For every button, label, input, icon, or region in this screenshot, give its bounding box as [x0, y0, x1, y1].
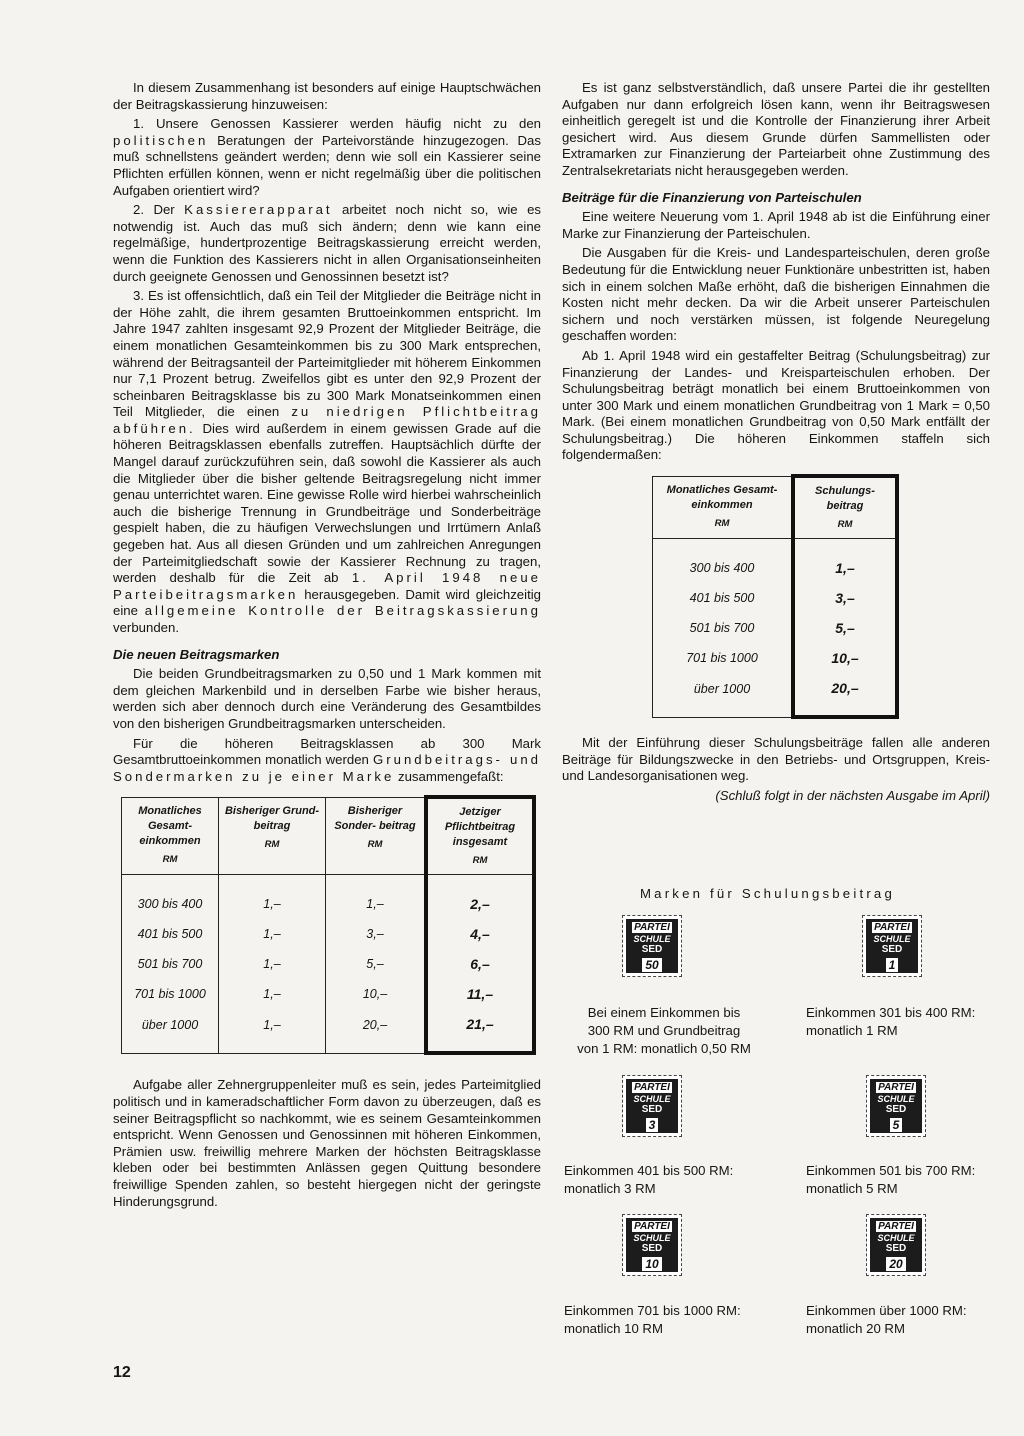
text-span: 2. Der: [133, 202, 175, 218]
caption-line: Einkommen 701 bis 1000 RM:: [564, 1303, 741, 1318]
spaced-text: Grundbeitrags- und Sondermarken zu je einer Marke: [113, 752, 541, 784]
header-unit: RM: [264, 838, 280, 850]
table-row: [122, 1009, 535, 1053]
stamp-value: 3: [646, 1118, 659, 1132]
header-unit: RM: [837, 519, 853, 531]
point-3-paragraph: [113, 288, 541, 636]
header-sonder: [326, 797, 427, 875]
table-header-row: [653, 476, 898, 539]
cell-beitrag: 20,–: [793, 673, 897, 717]
text-span: zusammengefaßt:: [397, 768, 504, 784]
stamp-text: SCHULE: [633, 1233, 671, 1243]
header-grund: [219, 797, 326, 875]
zehnergruppen-paragraph: Aufgabe aller Zehnergruppenleiter muß es sein, jedes Parteimitglied politisch und in kameradschaftlicher Form davon zu überzeugen, daß es seiner Beitragspflicht so nachkommt, wie es seinem Gesamteinkommen entspricht. Wenn Genossen und Genossinnen mit höheren Einkommen, Prämien usw. freiwillig mehrere Marken der höchsten Beitragsklasse kleben oder bei bestimmten Anlässen gegen Quittung besondere freiwillige Spenden zahlen, so besteht hiergegen nicht der geringste Hinderungsgrund.: [113, 1077, 541, 1209]
caption-line: monatlich 5 RM: [806, 1181, 898, 1196]
cell-income: 401 bis 500: [122, 919, 219, 949]
text-span: herausgegeben. Damit wird gleichzeitig eine: [113, 586, 541, 619]
stamp-text: PARTEI: [634, 922, 670, 933]
table-row: [122, 979, 535, 1009]
cell-income: 501 bis 700: [122, 949, 219, 979]
table-row: [122, 919, 535, 949]
caption-line: monatlich 1 RM: [806, 1023, 898, 1038]
stamp-face: [870, 1079, 922, 1133]
cell-jetzt: 4,–: [426, 919, 534, 949]
stamp-caption: [564, 1162, 733, 1198]
stamp-value: 10: [642, 1257, 661, 1271]
table-row: [122, 875, 535, 920]
stamp-image: [622, 1075, 682, 1137]
header-unit: RM: [162, 853, 178, 865]
table-row: [122, 949, 535, 979]
stamp-caption: [806, 1004, 975, 1040]
stamp-face: [626, 919, 678, 973]
text-span: Beratungen der Parteivorstände hinzugezogen. Das muß schnellstens geändert werden; denn wie soll ein Kassierer seine Pflichten erfüllen können, wenn er nicht regelmäßig über die politischen Aufgaben orientiert wird?: [113, 132, 541, 198]
caption-line: Einkommen über 1000 RM:: [806, 1303, 967, 1318]
ausgaben-paragraph: Die Ausgaben für die Kreis- und Landesparteischulen, deren große Bedeutung für die Entwicklung neuer Funktionäre unbestritten ist, haben sich in einem solchen Maße erhöht, daß die bisherigen Einnahmen die Kosten nicht mehr decken. Da wir die Arbeit unserer Parteischulen sichern und noch verstärken müssen, ist folgende Neuregelung geschaffen worden:: [562, 245, 990, 344]
table-header-row: [122, 797, 535, 875]
stamp-text: SCHULE: [633, 1094, 671, 1104]
cell-beitrag: 3,–: [793, 583, 897, 613]
caption-line: Einkommen 501 bis 700 RM:: [806, 1163, 976, 1178]
stamp-text: PARTEI: [878, 1082, 914, 1093]
stamp-caption: [806, 1162, 975, 1198]
spaced-text: allgemeine Kontrolle der Beitragskassierung: [144, 603, 541, 619]
header-unit: RM: [367, 838, 383, 850]
text-span: arbeitet noch nicht so, wie es notwendig ist. Auch das muß sich ändern; denn wie kann eine regelmäßige, hundertprozentige Beitragskassierung erreicht werden, wenn die Funktion des Kassierers nicht in allen Organisationseinheiten durch geeignete Genossen und Genossinnen besetzt ist?: [113, 202, 541, 284]
cell-sonder: 5,–: [366, 957, 384, 972]
text-span: 3. Es ist offensichtlich, daß ein Teil der Mitglieder die Beiträge nicht in der Höhe zahlt, die ihrem gesamten Bruttoeinkommen entspricht. Im Jahre 1947 zahlten insgesamt 92,9 Prozent der Mitglieder Beiträge, die einem monatlichen Gesamteinkommen bis zu 300 Mark entsprechen, während der Beitragsanteil der Parteimitglieder mit höherem Einkommen nur 7,1 Prozent betrug. Zweifellos gibt es unter den 92,9 Prozent der scheinbaren Beitragsklasse bis zu 300 Mark Monatseinkommen einen Teil Mitglieder, die einen: [113, 288, 541, 420]
schulungsbeitrag-paragraph: Ab 1. April 1948 wird ein gestaffelter Beitrag (Schulungsbeitrag) zur Finanzierung der Landes- und Kreisparteischulen erhoben. Der Schulungsbeitrag beträgt monatlich bei einem Bruttoeinkommen von unter 300 Mark und einem monatlichen Grundbeitrag von 1 Mark = 0,50 Mark. (Bei einem monatlichen Grundbeitrag von 0,50 Mark entfällt der Schulungsbeitrag.) Die höheren Einkommen staffeln sich folgendermaßen:: [562, 347, 990, 463]
section-heading-parteischulen: Beiträge für die Finanzierung von Parteischulen: [562, 189, 862, 205]
cell-grund: 1,–: [219, 1009, 326, 1053]
cell-income: 701 bis 1000: [122, 979, 219, 1009]
stamp-text: PARTEI: [874, 922, 910, 933]
stamp-image: [866, 1214, 926, 1276]
cell-sonder: 20,–: [362, 1017, 388, 1032]
point-1-paragraph: [113, 116, 541, 199]
stamp-face: [626, 1079, 678, 1133]
left-column: [113, 80, 541, 1213]
marken-paragraph: Die beiden Grundbeitragsmarken zu 0,50 und 1 Mark kommen mit dem gleichen Markenbild und in derselben Farbe wie bisher heraus, werden sich aber dennoch durch eine Veränderung des Gesamtbildes von den bisherigen Grundbeitragsmarken unterscheiden.: [113, 666, 541, 731]
cell-jetzt: 6,–: [426, 949, 534, 979]
cell-income: 501 bis 700: [689, 620, 755, 635]
text-span: 1. Unsere Genossen Kassierer werden häufig nicht zu den: [133, 116, 541, 132]
table-row: [653, 673, 898, 717]
cell-sonder: 1,–: [366, 897, 384, 912]
beitragsklassen-paragraph: [113, 736, 541, 786]
stamp-value: 20: [886, 1257, 905, 1271]
header-text: Monatliches Gesamt- einkommen: [138, 804, 202, 847]
cell-income: über 1000: [693, 681, 751, 696]
stamp-text: SCHULE: [877, 1233, 915, 1243]
text-span: verbunden.: [113, 620, 179, 635]
cell-beitrag: 1,–: [793, 539, 897, 584]
caption-line: monatlich 20 RM: [806, 1321, 905, 1336]
header-text: Monatliches Gesamt- einkommen: [666, 483, 778, 511]
cell-jetzt: 21,–: [426, 1009, 534, 1053]
caption-line: monatlich 10 RM: [564, 1321, 663, 1336]
stamp-caption: [564, 1004, 764, 1058]
header-unit: RM: [472, 855, 488, 867]
cell-jetzt: 2,–: [426, 875, 534, 920]
header-text: Jetziger Pflichtbeitrag insgesamt: [444, 806, 516, 849]
cell-grund: 1,–: [219, 949, 326, 979]
intro-paragraph: In diesem Zusammenhang ist besonders auf einige Hauptschwächen der Beitragskassierung hinzuweisen:: [113, 80, 541, 112]
header-jetzt: [426, 797, 534, 875]
cell-sonder: 3,–: [366, 927, 384, 942]
cell-income: über 1000: [122, 1009, 219, 1053]
stamp-image: [622, 1214, 682, 1276]
stamp-text: SED: [885, 1104, 907, 1115]
header-unit: RM: [714, 517, 730, 529]
stamp-caption: [806, 1302, 967, 1338]
stamp-text: PARTEI: [634, 1082, 670, 1093]
text-span: Dies wird außerdem in einem gewissen Grade auf die höheren Beitragsklassen ebenfalls zutreffen. Hauptsächlich dürfte der Mangel darauf zurückzuführen sein, daß sowohl die Kassierer als auch die Mitglieder über die bisher geltende Beitragsregelung nicht immer genau unterrichtet waren. Eine gewisse Rolle wird hierbei wahrscheinlich auch die bisherige Trennung in Grundbeiträge und Sonderbeiträge gespielt haben, die zu häufigen Verwechslungen und Irrtümern Anlaß gegeben hat. Aus all diesen Gründen und um zahlreichen Anregungen der Parteimitgliedschaft sowie der Kassierer Rechnung zu tragen, werden deshalb für die Zeit ab: [113, 420, 541, 586]
stamp-text: SCHULE: [633, 934, 671, 944]
spaced-text: politischen: [113, 132, 209, 148]
stamp-text: SED: [881, 944, 903, 955]
stamp-face: [626, 1218, 678, 1272]
cell-beitrag: 5,–: [793, 613, 897, 643]
stamp-text: PARTEI: [634, 1221, 670, 1232]
cell-beitrag: 10,–: [793, 643, 897, 673]
schulungsbeitrag-table: [652, 474, 899, 719]
caption-line: monatlich 3 RM: [564, 1181, 656, 1196]
continuation-note: (Schluß folgt in der nächsten Ausgabe im April): [715, 787, 990, 803]
stamp-text: SED: [641, 944, 663, 955]
cell-grund: 1,–: [219, 979, 326, 1009]
section-heading-beitragsmarken: Die neuen Beitragsmarken: [113, 646, 280, 662]
text-span: Für die höheren Beitragsklassen ab 300 Mark Gesamtbruttoeinkommen monatlich werden: [113, 735, 541, 768]
stamp-value: 50: [642, 958, 661, 972]
header-text: Bisheriger Sonder- beitrag: [334, 804, 416, 832]
cell-grund: 1,–: [219, 919, 326, 949]
beitragswesen-paragraph: Es ist ganz selbstverständlich, daß unsere Partei die ihr gestellten Aufgaben nur dann erfolgreich lösen kann, wenn ihr Beitragswesen einheitlich geregelt ist und die Kontrolle der Finanzierung ihrer Arbeit gesichert wird. Aus diesem Grunde dürfen Sammellisten oder Extramarken zur Finanzierung der Parteiarbeit ohne Zustimmung des Zentralsekretariats nicht herausgegeben werden.: [562, 80, 990, 178]
caption-line: Bei einem Einkommen bis: [587, 1005, 741, 1020]
caption-line: Einkommen 301 bis 400 RM:: [806, 1005, 976, 1020]
cell-income: 300 bis 400: [122, 875, 219, 920]
caption-line: Einkommen 401 bis 500 RM:: [564, 1163, 734, 1178]
cell-income: 300 bis 400: [689, 560, 755, 575]
table-row: [653, 583, 898, 613]
bildungszwecke-paragraph: Mit der Einführung dieser Schulungsbeiträge fallen alle anderen Beiträge für Bildungszwecke in den Betriebs- und Ortsgruppen, Kreis- und Landesorganisationen weg.: [562, 735, 990, 784]
stamp-face: [870, 1218, 922, 1272]
stamp-text: SCHULE: [873, 934, 911, 944]
header-income: [122, 797, 219, 875]
header-schulungsbeitrag: [793, 476, 897, 539]
table-row: [653, 539, 898, 584]
point-2-paragraph: [113, 202, 541, 285]
stamp-caption: [564, 1302, 741, 1338]
cell-grund: 1,–: [219, 875, 326, 920]
spaced-text: zu niedrigen Pflichtbeitrag abführen.: [113, 404, 542, 436]
right-column: [562, 80, 990, 807]
table-row: [653, 613, 898, 643]
caption-line: 300 RM und Grundbeitrag: [587, 1023, 741, 1038]
caption-line: von 1 RM: monatlich 0,50 RM: [577, 1041, 751, 1056]
page-number: 12: [113, 1364, 131, 1381]
cell-income: 401 bis 500: [689, 590, 755, 605]
beitrag-table: [121, 795, 536, 1055]
stamp-text: SED: [641, 1243, 663, 1254]
spaced-text: Kassiererapparat: [184, 202, 333, 218]
header-income: [653, 476, 794, 539]
stamp-value: 1: [886, 958, 899, 972]
header-text: Bisheriger Grund- beitrag: [224, 804, 320, 832]
stamp-image: [862, 915, 922, 977]
table-row: [653, 643, 898, 673]
neuerung-paragraph: Eine weitere Neuerung vom 1. April 1948 ab ist die Einführung einer Marke zur Finanzierung der Parteischulen.: [562, 209, 990, 241]
stamp-text: PARTEI: [878, 1221, 914, 1232]
stamp-value: 5: [890, 1118, 903, 1132]
stamp-face: [866, 919, 918, 973]
stamps-title: Marken für Schulungsbeitrag: [640, 886, 895, 901]
cell-income: 701 bis 1000: [686, 650, 758, 665]
stamp-text: SCHULE: [877, 1094, 915, 1104]
cell-jetzt: 11,–: [426, 979, 534, 1009]
stamp-image: [622, 915, 682, 977]
stamp-text: SED: [641, 1104, 663, 1115]
stamp-text: SED: [885, 1243, 907, 1254]
header-text: Schulungs- beitrag: [815, 485, 875, 513]
cell-sonder: 10,–: [362, 987, 388, 1002]
spaced-text: 1. April 1948 neue Parteibeitragsmarken: [113, 570, 541, 602]
stamp-image: [866, 1075, 926, 1137]
